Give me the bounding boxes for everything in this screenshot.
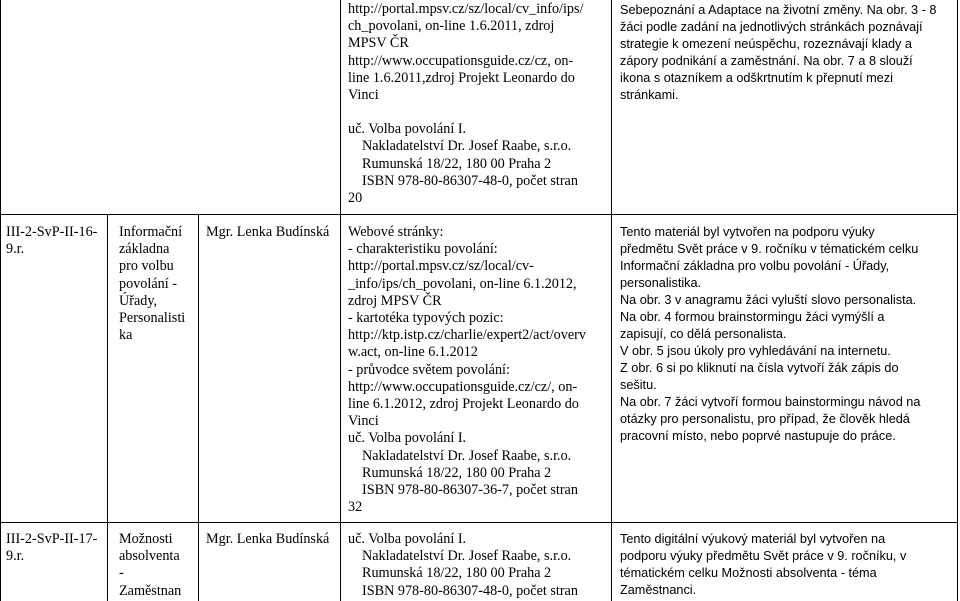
code-cell [6,224,106,258]
source-cell [348,224,608,516]
annotation-line: V obr. 5 jsou úkoly pro vyhledávání na internetu. [620,344,891,358]
source-line: Rumunská 18/22, 180 00 Praha 2 [362,565,552,582]
author-name: Mgr. Lenka Budínská [206,531,330,547]
annotation-cell [620,224,955,445]
annotation-line: otázky pro personalistu, pro případ, že člověk hledá [620,412,910,426]
source-line: http://portal.mpsv.cz/sz/local/cv_info/ips/ [348,1,584,17]
source-line: Webové stránky: [348,224,444,240]
source-line: Nakladatelství Dr. Josef Raabe, s.r.o. [362,447,572,464]
source-line: Nakladatelství Dr. Josef Raabe, s.r.o. [362,138,572,155]
topic-line: Personalisti [119,310,186,327]
column-divider-code [107,214,108,601]
source-line: Vinci [348,413,379,430]
row-divider-top [0,214,958,215]
source-line [348,104,606,121]
annotation-line: Tento digitální výukový materiál byl vytvořen na [620,532,886,546]
annotation-line: Sebepoznání a Adaptace na životní změny. Na obr. 3 - 8 [620,3,937,17]
annotation-line: žáci podle zadání na jednotlivých stránkách poznávají [620,20,923,34]
topic-line: Informační [119,224,183,240]
annotation-line: Na obr. 4 formou brainstormingu žáci vymýšlí a [620,310,885,324]
source-line: ch_povolani, on-line 1.6.2011, zdroj [348,18,555,35]
source-cell-top [348,1,606,207]
topic-line: povolání - [119,275,177,292]
source-line: 20 [348,190,363,207]
code-line: III-2-SvP-II-16- [6,224,98,240]
annotation-line: zápory podnikání a zaměstnání. Na obr. 7 a 8 slouží [620,54,913,68]
source-link[interactable]: w.act, on-line 6.1.2012 [348,344,478,361]
source-link[interactable]: http://ktp.istp.cz/charlie/expert2/act/overv [348,327,586,344]
source-line: ISBN 978-80-86307-48-0, počet stran [362,172,578,189]
source-line: Rumunská 18/22, 180 00 Praha 2 [362,464,552,481]
topic-line: pro volbu [119,258,174,275]
source-line: uč. Volba povolání I. [348,531,467,547]
annotation-line: Informační základna pro volbu povolání - Úřady, [620,259,890,273]
code-line: III-2-SvP-II-17- [6,531,98,547]
author-cell [206,224,340,241]
annotation-cell-top [620,2,955,104]
annotation-line: zapisují, co dělá personalista. [620,327,787,341]
annotation-line: personalistika. [620,276,702,290]
source-line: - kartotéka typových pozic: [348,310,504,327]
annotation-line: strategie k omezení neúspěchu, rozeznávají klady a [620,37,912,51]
source-line: ISBN 978-80-86307-36-7, počet stran [362,482,578,499]
annotation-line: Na obr. 7 žáci vytvoří formou bainstormingu návod na [620,395,921,409]
annotation-line: Tento materiál byl vytvořen na podporu výuky [620,225,875,239]
annotation-cell [620,531,955,599]
annotation-line: Na obr. 3 v anagramu žáci vyluští slovo personalista. [620,293,917,307]
source-line: Nakladatelství Dr. Josef Raabe, s.r.o. [362,548,572,565]
source-line: uč. Volba povolání I. [348,430,467,447]
source-line: 32 [348,499,363,516]
source-line: - průvodce světem povolání: [348,361,510,378]
topic-cell [119,531,197,600]
annotation-line: Zaměstnanci. [620,583,697,597]
table-border-left [0,0,1,601]
column-divider-source [611,0,612,601]
annotation-line: předmětu Svět práce v 9. ročníku v tématickém celku [620,242,919,256]
source-line: http://www.occupationsguide.cz/cz, on- [348,52,574,69]
annotation-line: pracovní místo, nebo poprvé nastupuje do práce. [620,429,896,443]
source-link[interactable]: _info/ips/ch_povolani, on-line 6.1.2012, [348,275,577,292]
source-link[interactable]: http://www.occupationsguide.cz/cz/, on- [348,378,578,395]
source-line: Vinci [348,87,379,104]
source-line: line 1.6.2011,zdroj Projekt Leonardo do [348,69,575,86]
topic-line: základna [119,241,170,258]
topic-line: ka [119,327,133,344]
topic-line: Možnosti [119,531,173,547]
topic-line: absolventa [119,548,180,565]
topic-line: Zaměstnan [119,582,182,599]
annotation-line: tématickém celku Možnosti absolventa - téma [620,566,877,580]
source-line: zdroj MPSV ČR [348,292,442,309]
author-name: Mgr. Lenka Budínská [206,224,330,240]
annotation-line: ikona s otazníkem a odškrtnutím k přepnutí mezi [620,71,893,85]
source-line: - charakteristiku povolání: [348,241,498,258]
topic-line: - [119,565,124,582]
column-divider-topic [198,214,199,601]
code-line: 9.r. [6,548,25,565]
topic-cell [119,224,197,344]
row-divider-middle [0,522,958,523]
code-line: 9.r. [6,241,25,258]
source-link[interactable]: http://portal.mpsv.cz/sz/local/cv- [348,258,534,275]
source-line: Rumunská 18/22, 180 00 Praha 2 [362,155,552,172]
source-line: ISBN 978-80-86307-48-0, počet stran [362,582,578,599]
annotation-line: stránkami. [620,88,679,102]
topic-line: Úřady, [119,292,158,309]
annotation-line: sešitu. [620,378,657,392]
source-line: line 6.1.2012, zdroj Projekt Leonardo do [348,396,579,413]
author-cell [206,531,340,548]
table-border-right [957,0,958,601]
annotation-line: Z obr. 6 si po kliknutí na čísla vytvoří žák zápis do [620,361,899,375]
code-cell [6,531,106,565]
column-divider-author [340,0,341,601]
source-line: MPSV ČR [348,35,409,52]
source-cell [348,531,608,600]
annotation-line: podporu výuky předmětu Svět práce v 9. ročníku, v [620,549,907,563]
source-line: uč. Volba povolání I. [348,121,467,138]
